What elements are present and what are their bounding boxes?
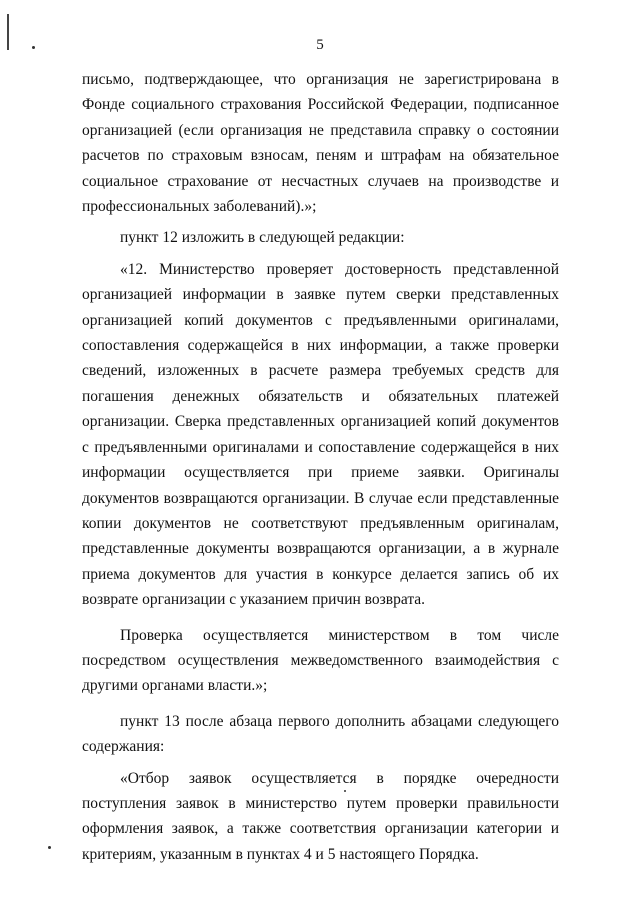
paragraph-verification: Проверка осуществляется министерством в том числе посредством осуществления межведомственного взаимодействия с другими органами власти.»; <box>82 626 559 695</box>
paragraph-letter-requirement: письмо, подтверждающее, что организация не зарегистрирована в Фонде социального страхования Российской Федерации, подписанное организацией (если организация не представила справку о состоянии расчетов по страховым взносам, пеням и штрафам на обязательное социальное страхование от несчастных случаев на производстве и профессиональных заболеваний).»; <box>82 71 559 216</box>
document-body <box>82 67 559 867</box>
paragraph-point-13-intro: пункт 13 после абзаца первого дополнить абзацами следующего содержания: <box>82 712 559 756</box>
paragraph-point-12-intro: пункт 12 изложить в следующей редакции: <box>120 229 405 247</box>
page-number: 5 <box>316 37 324 53</box>
paragraph-selection: «Отбор заявок осуществляется в порядке очередности поступления заявок в министерство путем проверки правильности оформления заявок, а также соответствия организации категории и критериям, указанным в пунктах 4 и 5 настоящего Порядка. <box>82 769 559 863</box>
scan-speck <box>48 846 51 849</box>
paragraph-point-12-text: «12. Министерство проверяет достоверность представленной организацией информации в заявке путем сверки представленных организацией копий документов с предъявленными оригиналами, сопоставления содержащейся в них информации, а также проверки сведений, изложенных в расчете размера требуемых средств для погашения денежных обязательств и обязательных платежей организации. Сверка представленных организацией копий документов с предъявленными оригиналами и сопоставление содержащейся в них информации осуществляется при приеме заявки. Оригиналы документов возвращаются организации. В случае если представленные копии документов не соответствуют предъявленным оригиналам, представленные документы возвращаются организации, а в журнале приема документов для участия в конкурсе делается запись об их возврате организации с указанием причин возврата. <box>82 260 559 609</box>
